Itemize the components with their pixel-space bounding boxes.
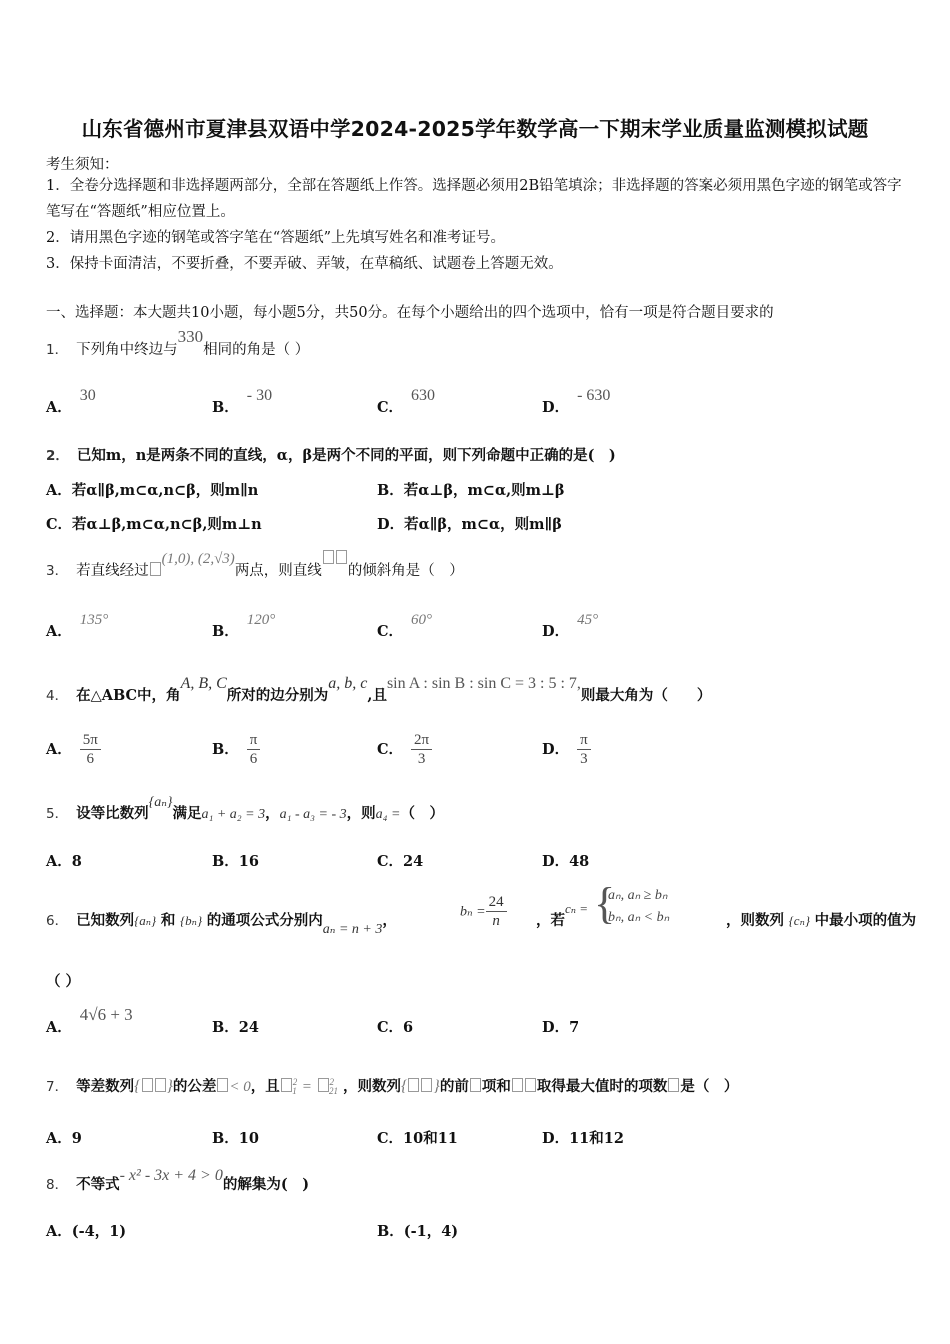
question-text: ，则数列 (343, 1078, 402, 1095)
option-value: 45° (577, 612, 599, 628)
question-number: 6． (46, 913, 69, 929)
question-number: 7． (46, 1079, 69, 1095)
option-fraction (247, 731, 261, 768)
question-2 (46, 444, 616, 465)
q7-option-c[interactable]: C．10和11 (377, 1130, 458, 1147)
q8-option-a[interactable]: A．(-4，1) (46, 1223, 127, 1240)
option-value: 135° (79, 612, 109, 628)
option-value: 4√6 + 3 (79, 1005, 133, 1024)
question-text: 下列角中终边与 (76, 342, 178, 358)
b-n-fraction (460, 893, 507, 930)
q5-option-a[interactable]: A．8 (46, 853, 82, 870)
question-7: 7． 等差数列{ }的公差 < 0，且 $^2_1$ = $^2_{21}$ ，则数列{ }的前 项和 取得最大值时的项数 是（ ） (46, 1077, 739, 1096)
option-label: A． (46, 740, 72, 758)
q2-option-a[interactable]: A．若α∥β,m⊂α,n⊂β，则m∥n (46, 482, 259, 499)
question-text: （ ） (400, 805, 444, 822)
question-text: ，且 (250, 1078, 280, 1095)
question-text: 的通项公式分别内 (206, 912, 323, 929)
question-text: 已知m，n是两条不同的直线，α，β是两个不同的平面，则下列命题中正确的是( ) (76, 447, 616, 464)
missing-glyph-icon (217, 1078, 228, 1092)
math-expression: a, b, c (328, 675, 368, 692)
math-expression: {cₙ} (788, 913, 811, 928)
q5-option-d[interactable]: D．48 (542, 853, 590, 870)
missing-glyph-icon (281, 1078, 292, 1092)
math-expression: bₙ = (460, 904, 486, 920)
math-expression: A, B, C (180, 675, 227, 692)
fraction-numerator: 5π (80, 731, 101, 750)
question-text: 项和 (481, 1078, 511, 1095)
question-text: 和 (160, 912, 176, 929)
math-expression: aₙ = n + 3 (322, 922, 383, 937)
missing-glyph-icon (525, 1078, 536, 1092)
math-expression: {aₙ} (148, 795, 173, 810)
option-value: - 30 (246, 387, 273, 404)
math-expression: 1 (292, 1086, 297, 1096)
missing-glyph-icon (323, 550, 334, 564)
q6-option-a[interactable] (46, 1005, 133, 1037)
math-expression: a₄ = (375, 807, 401, 822)
missing-glyph-icon (318, 1078, 329, 1092)
q3-option-b[interactable] (212, 612, 276, 641)
q1-option-b[interactable] (212, 387, 273, 417)
question-8 (46, 1167, 310, 1194)
math-expression: 2 (292, 1077, 298, 1087)
q3-option-d[interactable] (542, 612, 599, 641)
question-6 (46, 888, 917, 943)
system-row: { aₙ, aₙ ≥ bₙ (608, 888, 668, 903)
option-value: 120° (246, 612, 276, 628)
missing-glyph-icon (142, 1078, 153, 1092)
question-text: 则最大角为（ ） (580, 687, 712, 704)
missing-glyph-icon (150, 562, 161, 576)
question-text: ， (382, 912, 397, 929)
option-value: - 630 (577, 387, 611, 404)
question-text: 所对的边分别为 (226, 687, 329, 704)
page-title: 山东省德州市夏津县双语中学2024-2025学年数学高一下期末学业质量监测模拟试题 (81, 117, 869, 141)
question-text: 两点，则直线 (234, 563, 322, 579)
option-label: B． (212, 399, 239, 416)
option-value: 30 (79, 387, 96, 404)
question-text: 的倾斜角是（ ） (347, 563, 464, 579)
q1-option-d[interactable] (542, 387, 611, 417)
math-expression: - x² - 3x + 4 > 0 (119, 1167, 223, 1184)
option-label: B． (212, 740, 239, 758)
question-text: 设等比数列 (76, 805, 149, 822)
question-text: 若直线经过 (76, 563, 149, 579)
math-expression: {bₙ} (179, 913, 203, 928)
math-expression: sin A : sin B : sin C = 3 : 5 : 7, (386, 675, 581, 692)
question-number: 3． (46, 563, 69, 579)
question-text: ，若 (536, 912, 565, 929)
question-text: 相同的角是（ ） (203, 342, 310, 358)
fraction-denominator: 3 (417, 751, 426, 767)
question-text: 已知数列 (76, 912, 135, 929)
question-6-paren: （ ） (46, 973, 81, 990)
notice-item-1: 1．全卷分选择题和非选择题两部分，全部在答题纸上作答。选择题必须用2B铅笔填涂；非选择题的答案必须用黑色字迹的钢笔或答字笔写在“答题纸”相应位置上。 (46, 178, 902, 220)
option-label: C． (377, 399, 404, 416)
q5-option-b[interactable]: B．16 (212, 853, 259, 870)
option-label: D． (542, 740, 570, 758)
fraction-denominator: 3 (580, 751, 588, 767)
fraction-numerator: 2π (411, 731, 432, 750)
question-text: 的公差 (172, 1078, 217, 1095)
question-text: 的解集为( ) (222, 1176, 310, 1193)
question-5 (46, 795, 444, 823)
q4-option-d[interactable] (542, 731, 591, 768)
question-text: 在△ABC中，角 (76, 687, 181, 704)
option-label: C． (377, 623, 404, 640)
question-text: ，则 (346, 805, 376, 822)
option-label: D． (542, 623, 570, 640)
missing-glyph-icon (408, 1078, 419, 1092)
q7-option-a[interactable]: A．9 (46, 1130, 82, 1147)
fraction-numerator: 24 (486, 893, 507, 912)
fraction-denominator: n (492, 913, 500, 929)
question-number: 8． (46, 1177, 69, 1193)
q6-option-b[interactable]: B．24 (212, 1019, 259, 1036)
option-label: C． (377, 740, 404, 758)
option-label: B． (212, 623, 239, 640)
question-3 (46, 551, 464, 580)
q6-option-d[interactable]: D．7 (542, 1019, 580, 1036)
section-heading: 一、选择题：本大题共10小题，每小题5分，共50分。在每个小题给出的四个选项中，恰有一项是符合题目要求的 (46, 305, 774, 321)
missing-glyph-icon (336, 550, 347, 564)
question-4 (46, 675, 712, 705)
missing-glyph-icon (668, 1078, 679, 1092)
question-text: ，则数列 (726, 912, 784, 929)
fraction-denominator: 6 (86, 751, 95, 767)
option-fraction (577, 731, 591, 768)
question-number: 4． (46, 688, 69, 704)
question-text: 是（ ） (680, 1078, 739, 1095)
question-text: 不等式 (76, 1176, 120, 1193)
question-text: ,且 (367, 687, 387, 704)
question-number: 5． (46, 806, 69, 822)
piecewise-system (598, 885, 669, 929)
q7-option-d[interactable]: D．11和12 (542, 1130, 624, 1147)
q4-option-a[interactable] (46, 731, 101, 768)
option-label: A． (46, 623, 72, 640)
question-text: 的前 (439, 1078, 469, 1095)
fraction-denominator: 6 (249, 751, 258, 767)
system-row: bₙ, aₙ < bₙ (608, 910, 670, 925)
q4-option-c[interactable] (377, 731, 432, 768)
math-expression: {aₙ} (134, 913, 157, 928)
notice-item-2: 2．请用黑色字迹的钢笔或答字笔在“答题纸”上先填写姓名和准考证号。 (46, 230, 506, 246)
question-1 (46, 327, 310, 359)
option-value: 630 (411, 387, 436, 404)
notice-heading: 考生须知： (46, 157, 119, 173)
q1-option-a[interactable] (46, 387, 96, 417)
math-expression: 2 (329, 1077, 335, 1087)
math-expression: < 0 (229, 1079, 251, 1095)
option-label: A． (46, 1019, 72, 1036)
q7-option-b[interactable]: B．10 (212, 1130, 259, 1147)
question-text: ， (265, 805, 280, 822)
question-text: 满足 (172, 805, 202, 822)
option-fraction (80, 731, 101, 768)
option-value: 60° (411, 612, 433, 628)
q8-option-b[interactable]: B．(-1，4) (377, 1223, 459, 1240)
q3-option-c[interactable] (377, 612, 433, 641)
missing-glyph-icon (421, 1078, 432, 1092)
question-text: 等差数列 (76, 1078, 135, 1095)
math-expression: 21 (329, 1086, 339, 1096)
notice-item-3: 3．保持卡面清洁，不要折叠，不要弄破、弄皱，在草稿纸、试题卷上答题无效。 (46, 256, 563, 272)
question-number: 2． (46, 448, 69, 464)
fraction-numerator: π (247, 731, 261, 750)
missing-glyph-icon (155, 1078, 166, 1092)
option-label: A． (46, 399, 72, 416)
q2-option-d[interactable]: D．若α∥β，m⊂α，则m∥β (377, 516, 562, 533)
math-expression: 330 (177, 327, 204, 346)
fraction (486, 893, 507, 930)
question-text: 取得最大值时的项数 (536, 1078, 668, 1095)
q4-option-b[interactable] (212, 731, 260, 768)
option-label: D． (542, 399, 570, 416)
math-expression: = (301, 1079, 312, 1095)
q1-option-c[interactable] (377, 387, 436, 417)
math-expression: cₙ = (565, 901, 589, 916)
math-expression: a₁ - a₃ = - 3 (279, 807, 347, 822)
option-fraction (411, 731, 432, 768)
q5-option-c[interactable]: C．24 (377, 853, 424, 870)
q3-option-a[interactable] (46, 612, 109, 641)
q2-option-b[interactable]: B．若α⊥β，m⊂α,则m⊥β (377, 482, 565, 499)
question-number: 1． (46, 342, 69, 358)
fraction-numerator: π (577, 731, 591, 750)
missing-glyph-icon (512, 1078, 523, 1092)
q2-option-c[interactable]: C．若α⊥β,m⊂α,n⊂β,则m⊥n (46, 516, 262, 533)
question-text: 中最小项的值为 (814, 912, 917, 929)
math-expression: a₁ + a₂ = 3 (201, 807, 266, 822)
q6-option-c[interactable]: C．6 (377, 1019, 414, 1036)
missing-glyph-icon (470, 1078, 481, 1092)
math-expression: (1,0), (2,√3) (161, 551, 235, 567)
